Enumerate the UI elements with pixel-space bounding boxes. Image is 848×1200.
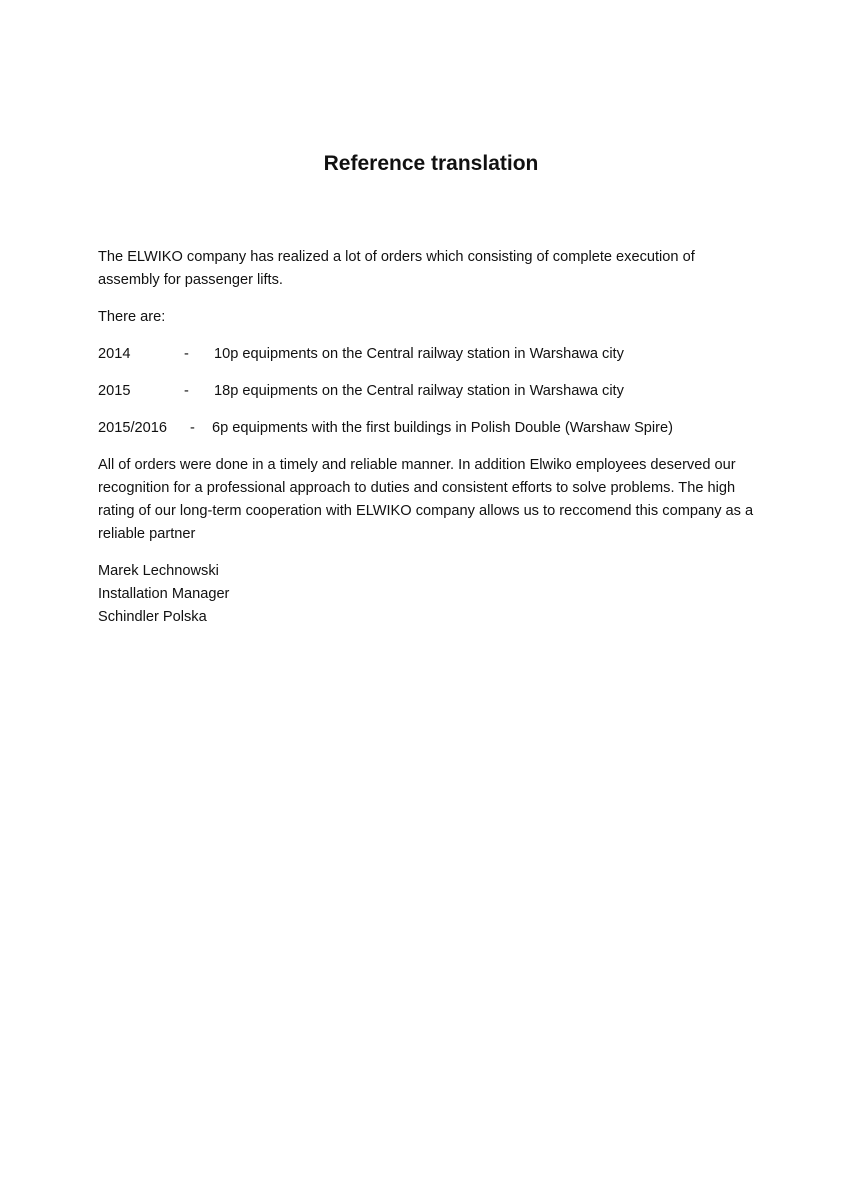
order-description: 10p equipments on the Central railway station in Warshawa city bbox=[214, 346, 624, 362]
closing-paragraph: All of orders were done in a timely and reliable manner. In addition Elwiko employees deserved our recognition for a professional approach to duties and consistent efforts to solve problems. The high rating of our long-term cooperation with ELWIKO company allows us to reccomend this company as a reliable partner bbox=[98, 457, 754, 542]
order-description: 18p equipments on the Central railway station in Warshawa city bbox=[214, 383, 624, 399]
document-body bbox=[98, 246, 758, 629]
order-row-2014 bbox=[98, 343, 758, 366]
order-year: 2015 bbox=[98, 383, 131, 399]
order-dash: - bbox=[184, 383, 189, 399]
order-year: 2015/2016 bbox=[98, 420, 167, 436]
order-row-2015-2016 bbox=[98, 417, 758, 440]
signatory-company: Schindler Polska bbox=[98, 609, 207, 625]
order-row-2015 bbox=[98, 380, 758, 403]
document-title: Reference translation bbox=[323, 152, 539, 175]
signature-block bbox=[98, 560, 758, 629]
signatory-position: Installation Manager bbox=[98, 586, 230, 602]
intro-paragraph: The ELWIKO company has realized a lot of orders which consisting of complete execution of assembly for passenger lifts. bbox=[98, 249, 695, 288]
signatory-name: Marek Lechnowski bbox=[98, 563, 219, 579]
order-description: 6p equipments with the first buildings in Polish Double (Warshaw Spire) bbox=[212, 420, 673, 436]
order-dash: - bbox=[184, 346, 189, 362]
there-are-label: There are: bbox=[98, 309, 166, 325]
order-year: 2014 bbox=[98, 346, 131, 362]
order-dash: - bbox=[190, 420, 195, 436]
